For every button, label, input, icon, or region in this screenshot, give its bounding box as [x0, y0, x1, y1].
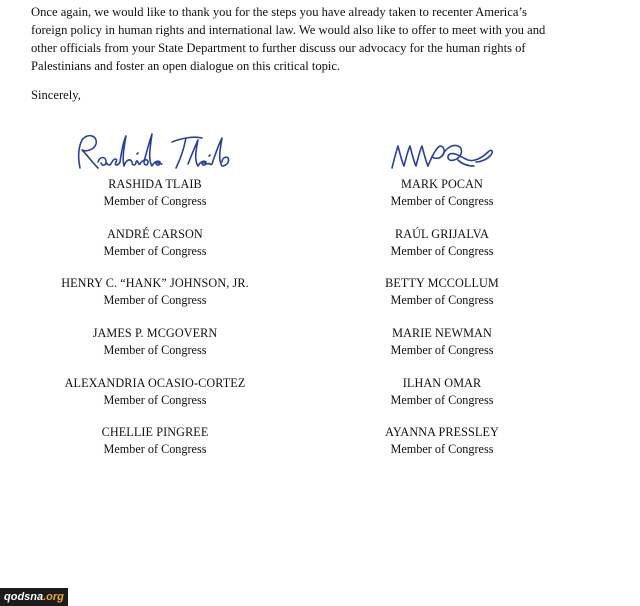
signer-name: ANDRÉ CARSON [107, 226, 203, 241]
site-watermark [0, 588, 68, 606]
signer-block [25, 325, 285, 375]
signer-title: Member of Congress [103, 293, 207, 308]
watermark-name: qodsna [4, 591, 44, 603]
signer-title: Member of Congress [103, 243, 207, 258]
signer-block [312, 424, 572, 474]
signer-name: RASHIDA TLAIB [108, 177, 202, 191]
signer-name: HENRY C. “HANK” JOHNSON, JR. [61, 276, 249, 291]
paragraph-line: Once again, we would like to thank you for the steps you have already taken to recenter America’s [31, 5, 527, 19]
signer-block [25, 226, 285, 276]
signer-title: Member of Congress [103, 392, 207, 407]
signer-block [312, 375, 572, 425]
signer-block [312, 176, 572, 226]
paragraph-line: foreign policy in human rights and international law. We would also like to offer to meet with you and [31, 23, 546, 37]
signer-title: Member of Congress [390, 343, 494, 358]
signer-name: ALEXANDRIA OCASIO-CORTEZ [64, 375, 246, 390]
signer-block [25, 176, 285, 226]
signer-title: Member of Congress [103, 343, 207, 358]
signer-block [25, 424, 285, 474]
signer-title: Member of Congress [390, 243, 494, 258]
watermark-tld: .org [43, 591, 64, 603]
signer-name: ILHAN OMAR [402, 375, 482, 390]
closing-salutation: Sincerely, [31, 88, 81, 102]
signer-block [312, 325, 572, 375]
signer-name: MARK POCAN [401, 177, 483, 191]
signer-name: RAÚL GRIJALVA [395, 226, 489, 241]
signer-title: Member of Congress [390, 293, 494, 308]
signer-name: MARIE NEWMAN [392, 326, 492, 341]
signer-block [312, 275, 572, 325]
signer-title: Member of Congress [390, 194, 494, 208]
signer-column-right [312, 176, 572, 474]
signer-block [312, 226, 572, 276]
signer-title: Member of Congress [103, 442, 207, 457]
signer-column-left [25, 176, 285, 474]
signer-name: CHELLIE PINGREE [101, 425, 209, 440]
signer-block [25, 275, 285, 325]
signer-name: AYANNA PRESSLEY [385, 425, 499, 440]
signer-name: JAMES P. MCGOVERN [92, 326, 218, 341]
paragraph-line: other officials from your State Department to further discuss our advocacy for the human rights of [31, 41, 526, 55]
closing-paragraph [31, 3, 591, 75]
signer-title: Member of Congress [390, 392, 494, 407]
signer-name: BETTY MCCOLLUM [385, 276, 499, 291]
paragraph-line: Palestinians and foster an open dialogue on this critical topic. [31, 59, 341, 73]
rashida-tlaib-signature [70, 128, 240, 178]
signer-title: Member of Congress [390, 442, 494, 457]
mark-pocan-signature [388, 138, 498, 174]
signer-block [25, 375, 285, 425]
signer-title: Member of Congress [103, 194, 207, 208]
